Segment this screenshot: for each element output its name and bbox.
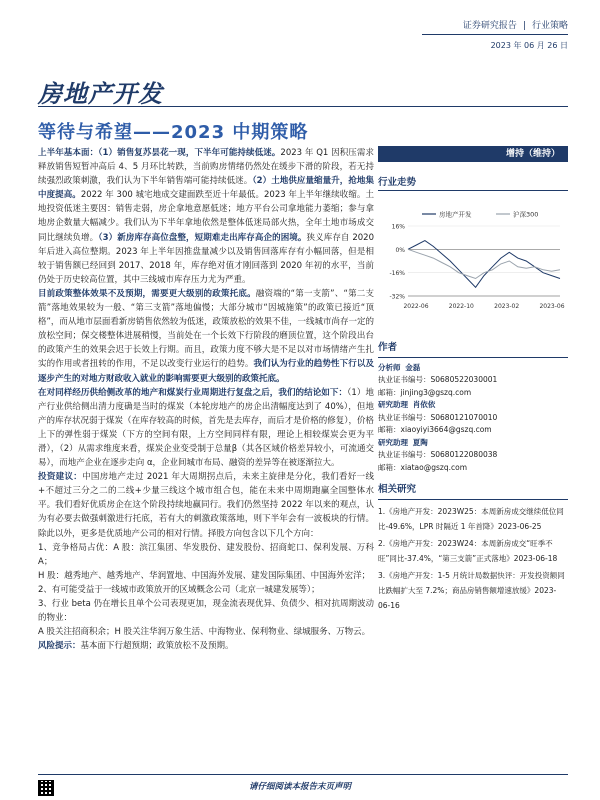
legend-label: 沪深300 (513, 210, 539, 219)
report-date: 2023 年 06 月 26 日 (490, 41, 568, 50)
trend-chart (378, 200, 568, 330)
list-item: 3、行业 beta 仍在增长且单个公司表现更加，现金流表现优异、负债少、相对抗周期波动的物业： (38, 599, 374, 624)
paragraph-comparison (38, 386, 374, 471)
author-role: 分析师 (378, 362, 401, 372)
author-3 (378, 437, 568, 450)
section-title: 房地产开发 (38, 80, 163, 108)
author-role: 研究助理 (378, 437, 408, 447)
chart-legend (422, 210, 538, 219)
header-rule (422, 34, 568, 35)
label-policy: 目前政策整体效果不及预期，需要更大级别的政策托底。 (38, 288, 256, 299)
bold-comparison: 在对同样经历供给侧改革的地产和煤炭行业周期进行复盘之后，我们的结论如下： (38, 387, 348, 398)
author-1 (378, 362, 568, 375)
text-inventory: 狭义库存自 2020 年后进入高位整期。2023 年上半年因推盘量减少以及销售回落库存有小幅回落，但是相较于销售额已经回到 2017、2018 年，库存绝对值才刚回落到 2020 年初的水平，当前仍处于历史较高位置，其中三线城市库存压力尤为严重。 (38, 232, 374, 285)
author-name: 夏陶 (412, 437, 428, 447)
chart-lines (408, 241, 560, 288)
report-type: 证券研究报告 (462, 21, 517, 31)
y-tick-label: 0% (395, 246, 405, 254)
series-line-房地产开发 (408, 241, 560, 288)
author-2 (378, 399, 568, 412)
y-tick-label: 16% (391, 223, 405, 231)
label-fundamentals: 上半年基本面： (38, 148, 99, 158)
paragraph-policy (38, 287, 374, 386)
related-item[interactable]: 1.《房地产开发：2023W25：本周新房成交继续低位同比-49.6%，LPR 时隔近 1 年首降》2023-06-25 (378, 507, 564, 531)
x-tick-label: 2022-10 (448, 303, 474, 310)
series-line-沪深300 (408, 249, 560, 278)
list-item: 2、有可能受益于一线城市政策放开的区域概念公司（北京一城建发展等）； (38, 584, 320, 595)
related-research (378, 482, 568, 615)
author-name: 肖依依 (412, 400, 436, 409)
bold-inventory: （3）新房库存高位盘整，短期难走出库存高企的困境。 (98, 232, 307, 243)
chart-grid (408, 226, 560, 296)
related-header: 相关研究 (378, 482, 568, 500)
title-rule (38, 106, 568, 107)
label-risk: 风险提示： (38, 641, 81, 652)
bold-land: （2）土地供应量缩量升，抢地集中度提高。 (38, 176, 374, 201)
bold-sales: （1）销售复苏昙花一现，下半年可能持续低迷。 (98, 148, 281, 158)
authors-block (378, 342, 568, 474)
author-email[interactable]: 邮箱：xiatao@gszq.com (378, 462, 468, 472)
list-item: H 股：越秀地产、越秀地产、华润置地、中国海外发展、建发国际集团、中国海外宏洋； (38, 570, 371, 581)
text-land: 2022 年 300 城宅地成交建面跌至近十年最低。2023 年上半年继续收缩。土地投资低迷主要因：销售走弱，房企拿地意愿低迷；地方平台公司拿地能力萎缩；参与拿地房企数量大幅减少。我们认为下半年拿地依然是整体低迷局部火热，全年土地市场成交同比继续负增。 (38, 190, 374, 243)
text-policy: 融资端的“第一支箭”、“第二支箭”落地效果较为一般、“第三支箭”落地偏慢；大部分城市“因城施策”的政策已接近“顶格”，而从地市层面看新房销售依然较为低迷，政策放松的效果不佳，一线城市尚存一定的放松空间；保交楼整体进展稍慢，当前处在一个长效下行阶段的磨顶位置，这个阶段出台的政策产生的效果会迟于长效上行期。而且，政策力度不够大是不足以对市场情绪产生扎实的作用或者扭转的作用，不足以改变行业运行的趋势。 (38, 288, 374, 370)
list-item: A 股关注招商积余；H 股关注华润万象生活、中海物业、保利物业、绿城服务、万物云。 (38, 627, 371, 638)
x-tick-label: 2023-02 (494, 303, 520, 310)
main-body (38, 146, 374, 653)
x-tick-label: 2022-06 (403, 303, 429, 310)
paragraph-fundamentals (38, 146, 374, 287)
author-cert: 执业证书编号：S0680121070010 (378, 412, 498, 422)
sidebar (378, 146, 568, 191)
author-role: 研究助理 (378, 400, 408, 409)
related-item[interactable]: 3.《房地产开发：1-5 月统计局数据快评：开发投资额同比跌幅扩大至 7.2%；商品房销售额增速放缓》2023-06-16 (378, 571, 565, 610)
bold-policy: 我们认为行业的趋势性下行以及逐步产生的对地方财政收入就业的影响需要更大级别的政策托底。 (38, 359, 374, 384)
rating-badge: 增持（维持） (378, 146, 568, 162)
y-tick-label: -32% (389, 293, 405, 301)
footer-rule (38, 774, 568, 775)
footer-disclaimer: 请仔细阅读本报告末页声明 (248, 782, 351, 792)
y-tick-label: -16% (389, 270, 405, 278)
author-email[interactable]: 邮箱：xiaoyiyi3664@gszq.com (378, 425, 492, 434)
authors-header: 作者 (378, 342, 568, 358)
author-cert: 执业证书编号：S0680522030001 (378, 375, 498, 384)
x-tick-label: 2023-06 (539, 303, 565, 310)
paragraph-risk (38, 639, 374, 653)
text-risk: 基本面下行超预期；政策放松不及预期。 (80, 641, 234, 652)
author-email[interactable]: 邮箱：jinjing3@gszq.com (378, 387, 472, 397)
text-investment: 中国房地产走过 2021 年大周期拐点后，未来主旋律是分化，我们看好一线+不超过三分之二的二线+少量三线这个城市组合包，能在未来中周期跑赢全国整体水平。我们看好优质房企在这个阶段持续地赢同行。我们仍然坚持 2022 年以来的观点，认为有必要去做强刺激进行托底，若有大的刺激政策落地，则下半年会有一波板块的行情。除此以外，更多是优质地产公司的相对行情。择股方向包含以下几个方向： (38, 472, 374, 539)
page-title: 等待与希望——2023 中期策略 (38, 122, 309, 143)
author-name: 金磊 (405, 362, 421, 372)
legend-label: 房地产开发 (439, 210, 472, 219)
author-cert: 执业证书编号：S0680122080038 (378, 450, 498, 459)
paragraph-investment (38, 470, 374, 540)
chart-ticks (389, 224, 564, 311)
related-item[interactable]: 2.《房地产开发：2023W24：本周新房成交“旺季不旺”同比-37.4%，“第三支箭”正式落地》2023-06-18 (378, 539, 558, 563)
text-sales: 2023 年 Q1 因积压需求释放销售短暂冲高后 4、5 月环比转跌，当前购房情绪仍然处在缓步下滑的阶段，若无持续强烈政策刺激，我们认为下半年销售端可能持续低迷。 (38, 148, 374, 187)
header-tags (463, 18, 568, 31)
report-category: 行业策略 (531, 21, 568, 31)
trend-header: 行业走势 (378, 174, 568, 191)
text-comparison: （1）地产行业供给侧出清力度确是当时的煤炭（本轮房地产的房企出清幅度达到了 40%），但地产的库存状况弱于煤炭（在库存较高的时候，首先是去库存，而后才是价格的修复），价格上下的弹性弱于煤炭（下方的空间有限，上方空间同样有限，理论上相较煤炭会更为平滑），（2）从需求维度来看，煤炭企业变受制于总量β（其各区域价格差异较小，可流通交易），而地产企业在逐步走向 α，企业间城市布局、融资的差异等在被逐渐拉大。 (38, 387, 374, 469)
separator: | (522, 21, 526, 31)
list-item: 1、竞争格局占优：A 股：滨江集团、华发股份、建发股份、招商蛇口、保利发展、万科 A； (38, 542, 374, 567)
label-investment: 投资建议： (38, 472, 83, 483)
